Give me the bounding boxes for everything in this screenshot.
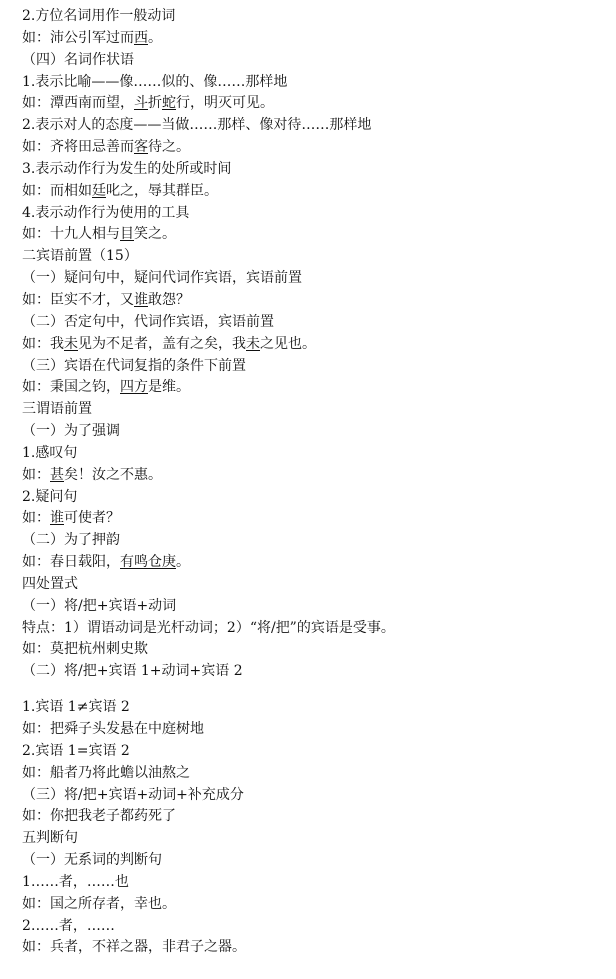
- text-line: [22, 246, 616, 268]
- text-line: [22, 356, 616, 378]
- underlined-text: 西: [134, 29, 148, 46]
- text-line: [22, 115, 616, 137]
- underlined-text: 有鸣仓庚: [120, 554, 176, 571]
- underlined-text: 甚: [50, 466, 64, 483]
- text-segment: 如：十九人相与: [22, 226, 120, 243]
- text-line: [22, 741, 616, 763]
- text-line: [22, 28, 616, 50]
- text-line: [22, 872, 616, 894]
- text-line: [22, 290, 616, 312]
- text-segment: 2.宾语 1=宾语 2: [22, 742, 130, 759]
- text-segment: （一）无系词的判断句: [22, 852, 162, 869]
- text-line: [22, 596, 616, 618]
- text-line: [22, 828, 616, 850]
- underlined-text: 目: [120, 226, 134, 243]
- underlined-text: 谁: [50, 510, 64, 527]
- text-line: [22, 487, 616, 509]
- text-segment: 如：船者乃将此蟾以油熬之: [22, 764, 190, 781]
- text-line: [22, 334, 616, 356]
- text-segment: 。: [148, 29, 162, 46]
- blank-gap: [22, 683, 616, 697]
- text-segment: 如：齐将田忌善而: [22, 139, 134, 156]
- text-line: [22, 806, 616, 828]
- underlined-text: 未: [64, 335, 78, 352]
- text-segment: 如：你把我老子都药死了: [22, 808, 176, 825]
- text-segment: 。: [176, 554, 190, 571]
- text-segment: （一）疑问句中，疑问代词作宾语，宾语前置: [22, 270, 302, 287]
- text-segment: 2.方位名词用作一般动词: [22, 8, 176, 24]
- text-line: [22, 181, 616, 203]
- underlined-text: 未: [246, 335, 260, 352]
- text-line: [22, 137, 616, 159]
- text-line: [22, 618, 616, 640]
- text-line: [22, 421, 616, 443]
- text-segment: 如：把舜子头发悬在中庭树地: [22, 721, 204, 737]
- text-segment: 如：兵者，不祥之器，非君子之器。: [22, 939, 246, 956]
- text-line: [22, 719, 616, 741]
- text-segment: 五判断句: [22, 830, 78, 847]
- underlined-text: 谁: [134, 291, 148, 308]
- text-segment: 如：潭西南而望，: [22, 95, 134, 112]
- text-segment: 2.表示对人的态度——当做……那样、像对待……那样地: [22, 117, 372, 134]
- text-line: [22, 530, 616, 552]
- text-segment: 1.感叹句: [22, 444, 78, 461]
- text-segment: （二）否定句中，代词作宾语，宾语前置: [22, 313, 274, 330]
- text-segment: 三谓语前置: [22, 401, 92, 418]
- text-line: [22, 697, 616, 719]
- text-segment: 如：国之所存者，幸也。: [22, 895, 176, 912]
- text-line: [22, 465, 616, 487]
- text-line: [22, 268, 616, 290]
- text-line: [22, 785, 616, 807]
- text-line: [22, 937, 616, 959]
- text-segment: 如：沛公引军过而: [22, 29, 134, 46]
- text-line: [22, 508, 616, 530]
- text-segment: 如：我: [22, 335, 64, 352]
- text-segment: 3.表示动作行为发生的处所或时间: [22, 160, 232, 177]
- text-segment: （二）将/把+宾语 1+动词+宾语 2: [22, 663, 243, 680]
- text-segment: 折: [148, 95, 162, 112]
- text-segment: 之见也。: [260, 335, 316, 352]
- text-segment: 如：秉国之钧，: [22, 379, 120, 396]
- text-line: [22, 661, 616, 683]
- text-segment: 敢怨？: [148, 291, 190, 308]
- text-segment: 1.表示比喻——像……似的、像……那样地: [22, 73, 288, 90]
- text-line: [22, 916, 616, 938]
- text-line: [22, 399, 616, 421]
- text-segment: 叱之，辱其群臣。: [106, 182, 218, 199]
- underlined-text: 蛇: [162, 95, 176, 112]
- text-segment: （四）名词作状语: [22, 51, 134, 68]
- underlined-text: 廷: [92, 182, 106, 199]
- text-segment: 如：: [22, 510, 50, 527]
- text-segment: 待之。: [148, 139, 190, 156]
- underlined-text: 客: [134, 139, 148, 156]
- underlined-text: 四方: [120, 379, 148, 396]
- text-line: [22, 894, 616, 916]
- text-segment: 2……者，……: [22, 917, 115, 934]
- text-line: [22, 224, 616, 246]
- text-segment: 四处置式: [22, 575, 78, 592]
- text-segment: 如：莫把杭州刺史欺: [22, 641, 148, 658]
- text-line: [22, 639, 616, 661]
- text-line: [22, 6, 616, 28]
- text-segment: 1.宾语 1≠宾语 2: [22, 699, 130, 716]
- text-line: [22, 443, 616, 465]
- text-line: [22, 203, 616, 225]
- text-segment: （一）为了强调: [22, 423, 120, 440]
- text-segment: 如：春日载阳，: [22, 554, 120, 571]
- text-segment: 如：: [22, 466, 50, 483]
- text-line: [22, 50, 616, 72]
- text-segment: 可使者？: [64, 510, 120, 527]
- text-segment: 如：臣实不才，又: [22, 291, 134, 308]
- text-line: [22, 72, 616, 94]
- text-segment: 见为不足者，盖有之矣，我: [78, 335, 246, 352]
- text-line: [22, 377, 616, 399]
- text-line: [22, 312, 616, 334]
- text-segment: （三）宾语在代词复指的条件下前置: [22, 357, 246, 374]
- text-segment: 2.疑问句: [22, 488, 78, 505]
- text-line: [22, 159, 616, 181]
- text-line: [22, 850, 616, 872]
- text-segment: 1……者，……也: [22, 873, 129, 890]
- text-segment: 如：而相如: [22, 182, 92, 199]
- text-line: [22, 552, 616, 574]
- text-segment: （二）为了押韵: [22, 532, 120, 549]
- text-segment: 是维。: [148, 379, 190, 396]
- text-line: [22, 574, 616, 596]
- text-segment: （一）将/把+宾语+动词: [22, 597, 177, 614]
- text-segment: 4.表示动作行为使用的工具: [22, 204, 190, 221]
- text-segment: 行，明灭可见。: [176, 95, 274, 112]
- text-segment: 特点：1）谓语动词是光杆动词；2）“将/把”的宾语是受事。: [22, 619, 395, 636]
- text-segment: 矣！汝之不惠。: [64, 466, 162, 483]
- underlined-text: 斗: [134, 95, 148, 112]
- text-segment: （三）将/把+宾语+动词+补充成分: [22, 786, 244, 803]
- text-segment: 笑之。: [134, 226, 176, 243]
- text-line: [22, 763, 616, 785]
- text-line: [22, 93, 616, 115]
- text-segment: 二宾语前置（15）: [22, 248, 138, 265]
